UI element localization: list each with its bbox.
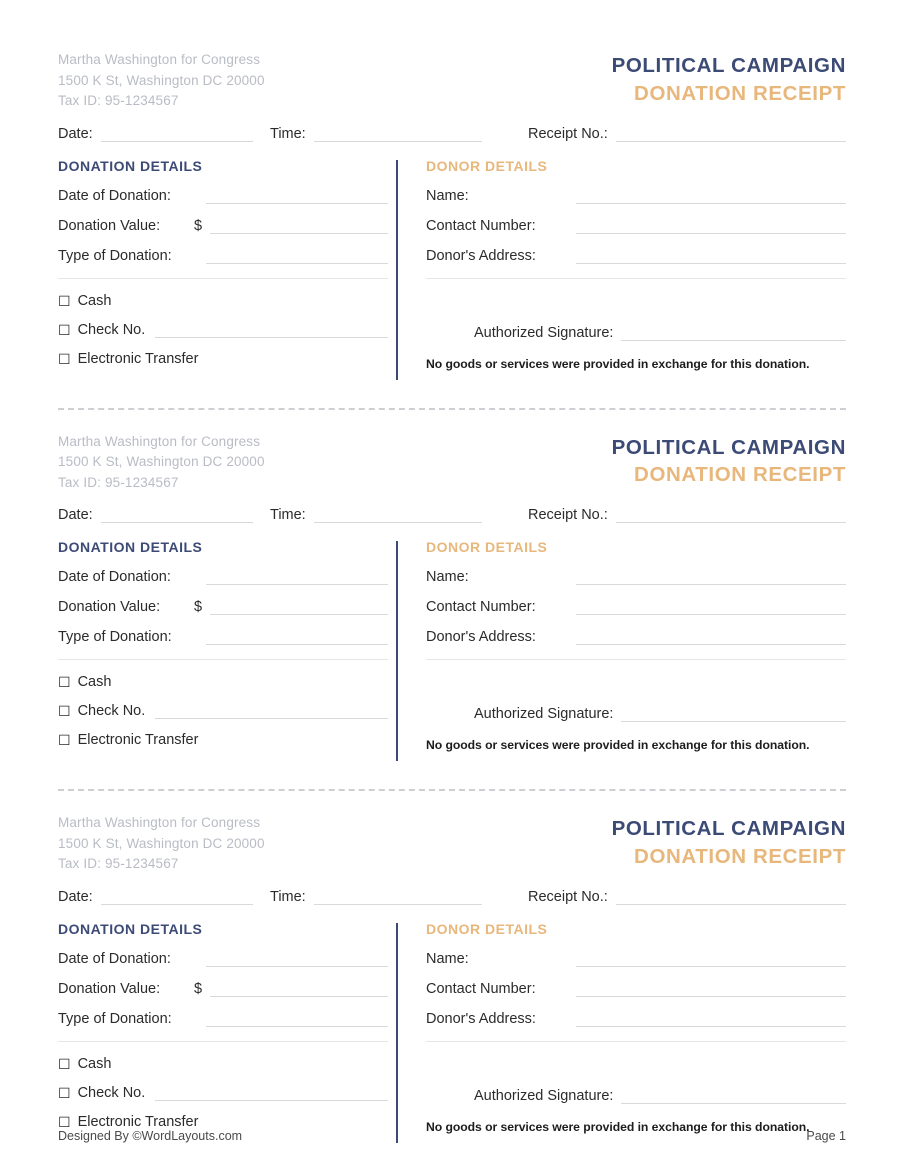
time-label: Time: xyxy=(270,507,306,524)
date-of-donation-label: Date of Donation: xyxy=(58,187,171,204)
meta-row xyxy=(58,889,846,905)
donor-name-input-line[interactable] xyxy=(576,569,846,585)
checkbox-icon[interactable]: ☐ xyxy=(58,674,71,691)
donor-contact-input-line[interactable] xyxy=(576,218,846,234)
checkbox-icon[interactable]: ☐ xyxy=(58,1055,71,1072)
receipt-body xyxy=(58,158,846,380)
currency-symbol: $ xyxy=(194,217,203,234)
brand-line-1: POLITICAL CAMPAIGN xyxy=(611,435,846,459)
time-input-line[interactable] xyxy=(314,126,482,142)
receipt-no-input-line[interactable] xyxy=(616,126,846,142)
donor-name-label: Name: xyxy=(426,569,469,586)
authorized-signature-field[interactable] xyxy=(426,325,846,341)
date-label: Date: xyxy=(58,125,93,142)
meta-row xyxy=(58,126,846,142)
donation-value-field[interactable] xyxy=(58,981,388,997)
electronic-transfer-label: Electronic Transfer xyxy=(77,732,199,749)
org-name: Martha Washington for Congress xyxy=(58,433,261,449)
receipt-header xyxy=(58,48,846,112)
type-of-donation-field[interactable] xyxy=(58,629,388,645)
type-of-donation-input-line[interactable] xyxy=(206,1011,388,1027)
time-label: Time: xyxy=(270,888,306,905)
brand-line-1: POLITICAL CAMPAIGN xyxy=(611,817,846,841)
checkbox-row-check-no[interactable] xyxy=(58,322,388,338)
authorized-signature-label: Authorized Signature: xyxy=(474,706,614,723)
date-field[interactable] xyxy=(58,126,270,142)
brand-title xyxy=(612,430,846,489)
checkbox-row-check-no[interactable] xyxy=(58,703,388,719)
check-no-label: Check No. xyxy=(77,321,146,338)
date-of-donation-input-line[interactable] xyxy=(206,569,388,585)
donor-address-input-line[interactable] xyxy=(576,629,846,645)
electronic-transfer-label: Electronic Transfer xyxy=(77,350,199,367)
payment-method-group xyxy=(58,1042,388,1130)
org-address: 1500 K St, Washington DC 20000 xyxy=(58,454,265,470)
donation-details-column xyxy=(58,158,396,380)
cash-label: Cash xyxy=(77,1055,112,1072)
donor-details-column xyxy=(398,158,846,380)
authorized-signature-input-line[interactable] xyxy=(621,1088,846,1104)
donor-name-field[interactable] xyxy=(426,188,846,204)
receipt-block-3 xyxy=(58,811,846,1153)
checkbox-icon[interactable]: ☐ xyxy=(58,321,71,338)
donor-name-label: Name: xyxy=(426,187,469,204)
authorized-signature-label: Authorized Signature: xyxy=(474,1087,614,1104)
check-no-input-line[interactable] xyxy=(155,1085,388,1101)
brand-line-2: DONATION RECEIPT xyxy=(634,463,846,487)
donor-contact-label: Contact Number: xyxy=(426,980,536,997)
checkbox-row-electronic-transfer[interactable] xyxy=(58,1114,388,1130)
donation-disclaimer: No goods or services were provided in exchange for this donation. xyxy=(426,1119,810,1134)
org-name: Martha Washington for Congress xyxy=(58,815,261,831)
authorized-signature-field[interactable] xyxy=(426,1088,846,1104)
org-tax-id: Tax ID: 95-1234567 xyxy=(58,474,179,490)
authorized-signature-field[interactable] xyxy=(426,706,846,722)
donation-value-field[interactable] xyxy=(58,599,388,615)
receipt-no-label: Receipt No.: xyxy=(528,507,608,524)
receipt-no-label: Receipt No.: xyxy=(528,888,608,905)
page-footer xyxy=(58,1129,846,1143)
brand-line-2: DONATION RECEIPT xyxy=(634,81,846,105)
donor-name-label: Name: xyxy=(426,950,469,967)
type-of-donation-label: Type of Donation: xyxy=(58,1010,172,1027)
brand-line-2: DONATION RECEIPT xyxy=(634,844,846,868)
checkbox-row-cash[interactable] xyxy=(58,1056,388,1072)
organization-info xyxy=(58,48,265,112)
donor-address-field[interactable] xyxy=(426,248,846,264)
org-name: Martha Washington for Congress xyxy=(58,52,261,67)
receipt-no-field[interactable] xyxy=(528,507,846,523)
donor-name-input-line[interactable] xyxy=(576,188,846,204)
checkbox-icon[interactable]: ☐ xyxy=(58,1113,71,1130)
date-input-line[interactable] xyxy=(101,126,253,142)
donor-name-field[interactable] xyxy=(426,951,846,967)
checkbox-icon[interactable]: ☐ xyxy=(58,292,71,309)
receipt-no-input-line[interactable] xyxy=(616,507,846,523)
donor-details-column xyxy=(398,539,846,761)
checkbox-icon[interactable]: ☐ xyxy=(58,732,71,749)
date-label: Date: xyxy=(58,888,93,905)
donor-contact-field[interactable] xyxy=(426,218,846,234)
donor-details-column xyxy=(398,921,846,1143)
checkbox-icon[interactable]: ☐ xyxy=(58,350,71,367)
donor-details-title: DONOR DETAILS xyxy=(426,539,548,556)
donation-value-field[interactable] xyxy=(58,218,388,234)
checkbox-icon[interactable]: ☐ xyxy=(58,1084,71,1101)
donation-details-column xyxy=(58,539,396,761)
type-of-donation-field[interactable] xyxy=(58,1011,388,1027)
time-field[interactable] xyxy=(270,507,528,523)
signature-area xyxy=(426,1042,846,1134)
donation-value-input-line[interactable] xyxy=(210,599,388,615)
checkbox-row-check-no[interactable] xyxy=(58,1085,388,1101)
date-input-line[interactable] xyxy=(101,889,253,905)
brand-title xyxy=(612,811,846,870)
cash-label: Cash xyxy=(77,292,112,309)
date-of-donation-field[interactable] xyxy=(58,188,388,204)
donor-contact-input-line[interactable] xyxy=(576,981,846,997)
receipt-no-label: Receipt No.: xyxy=(528,125,608,142)
designed-by-credit: Designed By ©WordLayouts.com xyxy=(58,1129,243,1143)
receipt-no-input-line[interactable] xyxy=(616,889,846,905)
donation-details-column xyxy=(58,921,396,1143)
date-field[interactable] xyxy=(58,507,270,523)
authorized-signature-label: Authorized Signature: xyxy=(474,324,614,341)
time-field[interactable] xyxy=(270,889,528,905)
receipt-body xyxy=(58,539,846,761)
time-input-line[interactable] xyxy=(314,507,482,523)
receipt-no-field[interactable] xyxy=(528,889,846,905)
authorized-signature-input-line[interactable] xyxy=(621,325,846,341)
check-no-input-line[interactable] xyxy=(155,322,388,338)
donor-details-title: DONOR DETAILS xyxy=(426,920,548,937)
checkbox-row-cash[interactable] xyxy=(58,293,388,309)
donor-name-input-line[interactable] xyxy=(576,951,846,967)
donor-address-label: Donor's Address: xyxy=(426,629,536,646)
signature-area xyxy=(426,660,846,752)
time-input-line[interactable] xyxy=(314,889,482,905)
type-of-donation-input-line[interactable] xyxy=(206,248,388,264)
payment-method-group xyxy=(58,279,388,367)
receipt-no-field[interactable] xyxy=(528,126,846,142)
checkbox-row-cash[interactable] xyxy=(58,674,388,690)
receipt-header xyxy=(58,811,846,875)
donor-contact-field[interactable] xyxy=(426,981,846,997)
currency-symbol: $ xyxy=(194,599,203,616)
date-of-donation-label: Date of Donation: xyxy=(58,950,171,967)
currency-symbol: $ xyxy=(194,980,203,997)
donor-address-field[interactable] xyxy=(426,629,846,645)
receipt-block-2 xyxy=(58,430,846,772)
donor-address-field[interactable] xyxy=(426,1011,846,1027)
donation-disclaimer: No goods or services were provided in exchange for this donation. xyxy=(426,356,810,371)
donor-address-label: Donor's Address: xyxy=(426,1010,536,1027)
brand-line-1: POLITICAL CAMPAIGN xyxy=(611,54,846,77)
date-of-donation-input-line[interactable] xyxy=(206,951,388,967)
check-no-input-line[interactable] xyxy=(155,703,388,719)
donation-details-title: DONATION DETAILS xyxy=(58,539,203,556)
page-number: Page 1 xyxy=(806,1129,846,1143)
org-address: 1500 K St, Washington DC 20000 xyxy=(58,72,265,88)
authorized-signature-input-line[interactable] xyxy=(621,706,846,722)
donation-value-input-line[interactable] xyxy=(210,218,388,234)
receipt-block-1 xyxy=(58,48,846,390)
donor-contact-label: Contact Number: xyxy=(426,217,536,234)
type-of-donation-input-line[interactable] xyxy=(206,629,388,645)
donor-contact-input-line[interactable] xyxy=(576,599,846,615)
check-no-label: Check No. xyxy=(77,703,146,720)
donation-details-title: DONATION DETAILS xyxy=(58,157,203,174)
receipt-body xyxy=(58,921,846,1143)
cash-label: Cash xyxy=(77,674,112,691)
date-input-line[interactable] xyxy=(101,507,253,523)
checkbox-icon[interactable]: ☐ xyxy=(58,703,71,720)
signature-area xyxy=(426,279,846,371)
time-field[interactable] xyxy=(270,126,528,142)
payment-method-group xyxy=(58,660,388,748)
org-address: 1500 K St, Washington DC 20000 xyxy=(58,835,265,851)
time-label: Time: xyxy=(270,125,306,142)
receipt-separator-2 xyxy=(58,789,846,791)
donor-address-input-line[interactable] xyxy=(576,248,846,264)
donation-value-input-line[interactable] xyxy=(210,981,388,997)
donor-contact-label: Contact Number: xyxy=(426,599,536,616)
donation-value-label: Donation Value: xyxy=(58,217,161,234)
organization-info xyxy=(58,811,265,875)
org-tax-id: Tax ID: 95-1234567 xyxy=(58,856,179,872)
organization-info xyxy=(58,430,265,494)
donation-value-label: Donation Value: xyxy=(58,980,161,997)
org-tax-id: Tax ID: 95-1234567 xyxy=(58,93,179,109)
date-of-donation-input-line[interactable] xyxy=(206,188,388,204)
checkbox-row-electronic-transfer[interactable] xyxy=(58,732,388,748)
donation-disclaimer: No goods or services were provided in exchange for this donation. xyxy=(426,738,810,753)
type-of-donation-field[interactable] xyxy=(58,248,388,264)
type-of-donation-label: Type of Donation: xyxy=(58,247,172,264)
date-of-donation-field[interactable] xyxy=(58,951,388,967)
date-of-donation-label: Date of Donation: xyxy=(58,569,171,586)
checkbox-row-electronic-transfer[interactable] xyxy=(58,351,388,367)
donor-name-field[interactable] xyxy=(426,569,846,585)
date-of-donation-field[interactable] xyxy=(58,569,388,585)
meta-row xyxy=(58,507,846,523)
brand-title xyxy=(612,48,846,107)
donor-address-label: Donor's Address: xyxy=(426,247,536,264)
receipt-separator-1 xyxy=(58,408,846,410)
donation-details-title: DONATION DETAILS xyxy=(58,920,203,937)
donation-value-label: Donation Value: xyxy=(58,599,161,616)
electronic-transfer-label: Electronic Transfer xyxy=(77,1113,199,1130)
check-no-label: Check No. xyxy=(77,1084,146,1101)
receipt-header xyxy=(58,430,846,494)
donor-details-title: DONOR DETAILS xyxy=(426,157,548,174)
donor-address-input-line[interactable] xyxy=(576,1011,846,1027)
type-of-donation-label: Type of Donation: xyxy=(58,629,172,646)
date-field[interactable] xyxy=(58,889,270,905)
date-label: Date: xyxy=(58,507,93,524)
donor-contact-field[interactable] xyxy=(426,599,846,615)
